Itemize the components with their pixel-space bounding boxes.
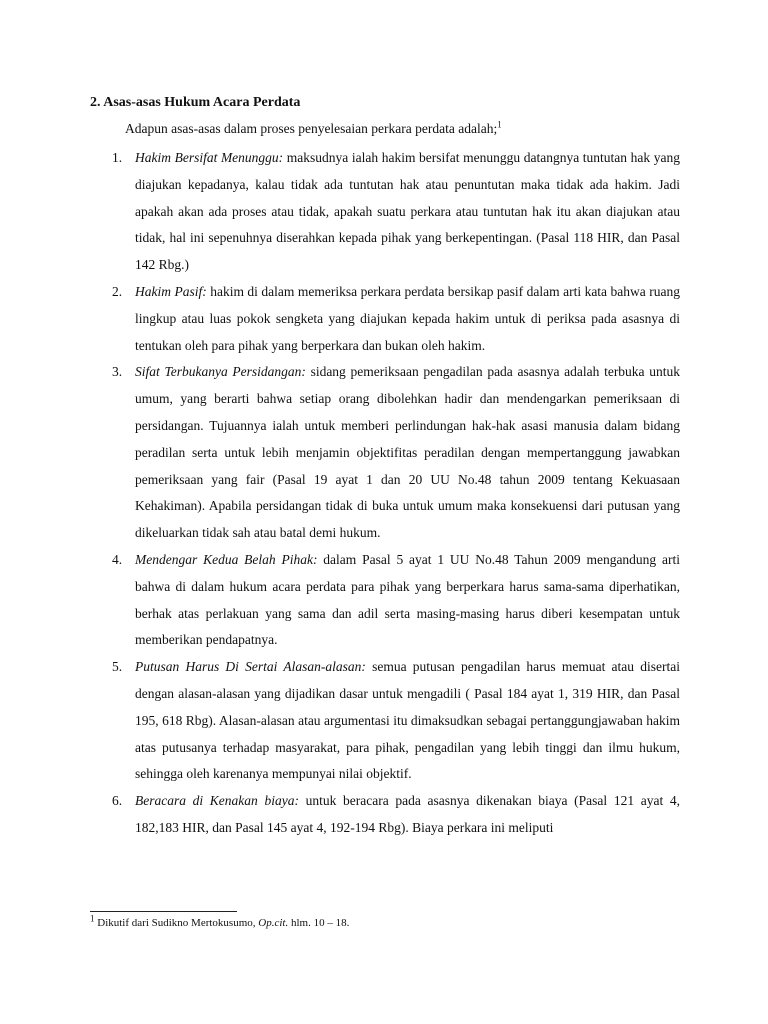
item-body: dalam Pasal 5 ayat 1 UU No.48 Tahun 2009 mengandung arti bahwa di dalam hukum acara perdata para pihak yang berperkara harus sama-sama diperhatikan, berhak atas perlakuan yang sama dan adil serta masing-masing harus diberi kesempatan untuk memberikan pendapatnya.	[135, 551, 681, 648]
list-item	[90, 788, 680, 842]
item-title: Sifat Terbukanya Persidangan:	[135, 364, 306, 380]
item-number: 2.	[112, 283, 123, 299]
item-body: sidang pemeriksaan pengadilan pada asasnya adalah terbuka untuk umum, yang berarti bahwa setiap orang dibolehkan hadir dan mendengarkan pemeriksaan di persidangan. Tujuannya ialah untuk memberi perlindungan hak-hak asasi manusia dalam bidang peradilan serta untuk lebih menjamin objektifitas peradilan dengan mempertanggung jawabkan pemeriksaan yang fair (Pasal 19 ayat 1 dan 20 UU No.48 tahun 2009 tentang Kekuasaan Kehakiman). Apabila persidangan tidak di buka untuk umum maka konsekuensi dari putusan yang dikeluarkan tidak sah atau batal demi hukum.	[135, 364, 680, 541]
principles-list	[90, 145, 680, 842]
item-title: Putusan Harus Di Sertai Alasan-alasan:	[135, 659, 366, 675]
footnote	[90, 913, 350, 930]
footnote-italic: Op.cit.	[258, 917, 289, 929]
intro-text: Adapun asas-asas dalam proses penyelesaian perkara perdata adalah;	[125, 121, 498, 136]
footnote-reference: 1	[497, 119, 502, 130]
item-body: maksudnya ialah hakim bersifat menunggu datangnya tuntutan hak yang diajukan kepadanya, kalau tidak ada tuntutan hak atau penuntutan maka tidak ada hakim. Jadi apakah akan ada proses atau tidak, apakah suatu perkara atau tuntutan hak itu akan diajukan atau tidak, hal ini sepenuhnya diserahkan kepada pihak yang berkepentingan. (Pasal 118 HIR, dan Pasal 142 Rbg.)	[135, 150, 680, 273]
item-number: 3.	[112, 364, 123, 380]
footnote-marker: 1	[90, 913, 95, 924]
item-body: hakim di dalam memeriksa perkara perdata bersikap pasif dalam arti kata bahwa ruang lingkup atau luas pokok sengketa yang diajukan kepada hakim untuk di periksa pada asasnya di tentukan oleh para pihak yang berperkara dan bukan oleh hakim.	[135, 283, 680, 353]
list-item	[90, 279, 680, 359]
list-item	[90, 359, 680, 547]
footnote-separator	[90, 911, 237, 912]
intro-paragraph	[125, 117, 680, 141]
item-body: semua putusan pengadilan harus memuat atau disertai dengan alasan-alasan yang dijadikan dasar untuk mengadili ( Pasal 184 ayat 1, 319 HIR, dan Pasal 195, 618 Rbg). Alasan-alasan atau argumentasi itu dimaksudkan sebagai pertanggungjawaban hakim atas putusanya terhadap masyarakat, para pihak, pengadilan yang lebih tinggi dan ilmu hukum, sehingga oleh karenanya mempunyai nilai objektif.	[135, 659, 680, 782]
item-title: Hakim Bersifat Menunggu:	[135, 150, 284, 165]
footnote-text-before: Dikutif dari Sudikno Mertokusumo,	[94, 917, 259, 929]
footnote-text-after: hlm. 10 – 18.	[288, 917, 350, 929]
item-number: 6.	[112, 793, 123, 809]
list-item	[90, 145, 680, 279]
item-number: 5.	[112, 659, 123, 675]
item-title: Mendengar Kedua Belah Pihak:	[135, 551, 318, 567]
list-item	[90, 654, 680, 788]
section-heading: 2. Asas-asas Hukum Acara Perdata	[90, 95, 301, 110]
list-item	[90, 547, 680, 654]
item-title: Hakim Pasif:	[135, 283, 207, 299]
item-number: 1.	[112, 150, 123, 165]
item-body: untuk beracara pada asasnya dikenakan biaya (Pasal 121 ayat 4, 182,183 HIR, dan Pasal 145 ayat 4, 192-194 Rbg). Biaya perkara ini meliputi	[135, 793, 680, 835]
item-number: 4.	[112, 551, 123, 567]
document-page	[90, 93, 680, 842]
item-title: Beracara di Kenakan biaya:	[135, 793, 299, 809]
